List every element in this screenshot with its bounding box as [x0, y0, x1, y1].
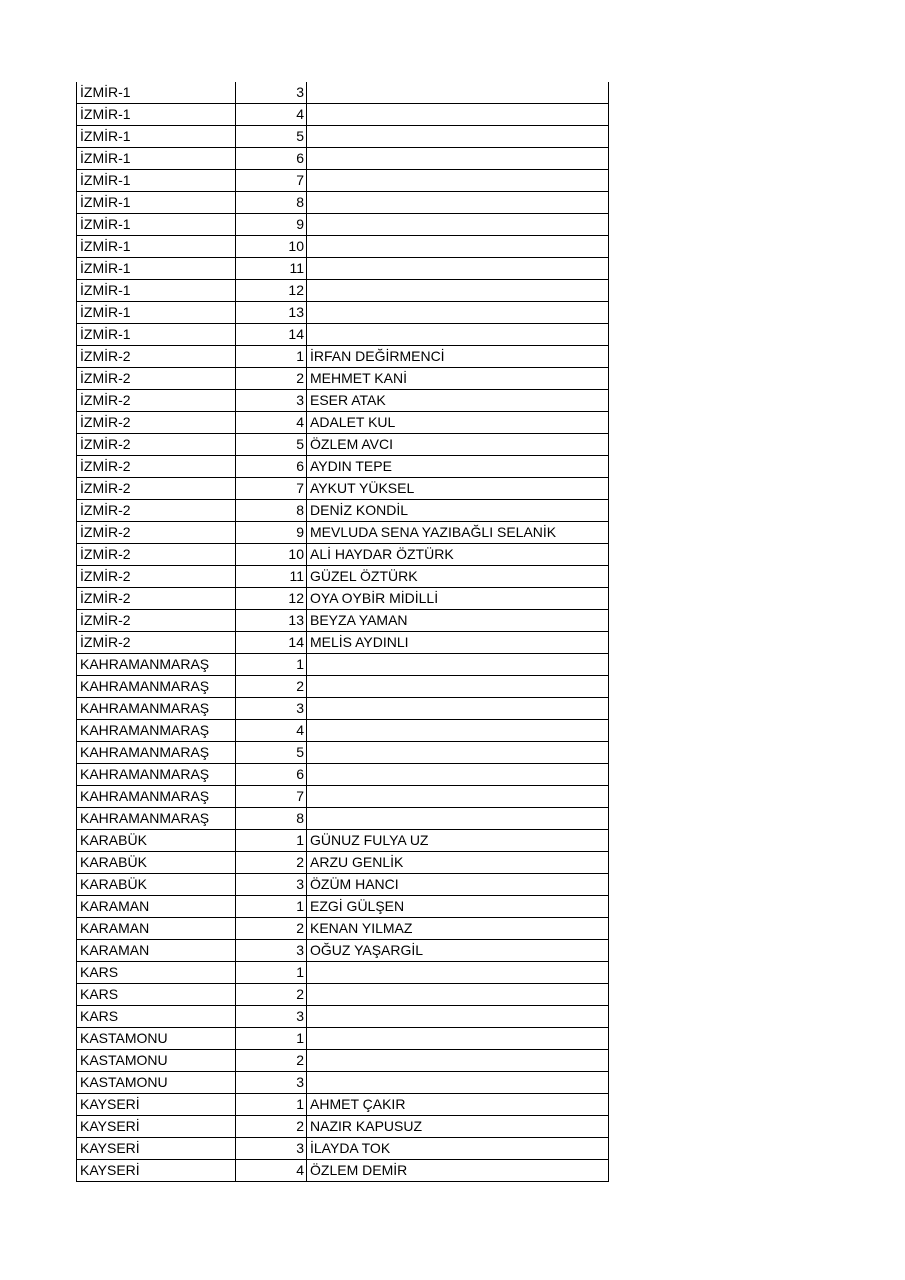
table-row: [77, 346, 609, 368]
province-cell: İZMİR-2: [77, 368, 236, 390]
province-cell: İZMİR-2: [77, 434, 236, 456]
name-cell: [307, 324, 609, 346]
name-cell: [307, 126, 609, 148]
name-cell: [307, 742, 609, 764]
table-row: [77, 412, 609, 434]
name-cell: [307, 236, 609, 258]
table-row: [77, 1160, 609, 1182]
name-cell: [307, 258, 609, 280]
province-cell: İZMİR-2: [77, 632, 236, 654]
number-cell: 2: [236, 984, 307, 1006]
province-cell: KAHRAMANMARAŞ: [77, 786, 236, 808]
province-cell: KARAMAN: [77, 940, 236, 962]
name-cell: GÜZEL ÖZTÜRK: [307, 566, 609, 588]
province-cell: İZMİR-1: [77, 258, 236, 280]
province-cell: KAHRAMANMARAŞ: [77, 808, 236, 830]
name-cell: [307, 192, 609, 214]
name-cell: ADALET KUL: [307, 412, 609, 434]
table-row: [77, 1028, 609, 1050]
table-row: [77, 588, 609, 610]
name-cell: [307, 148, 609, 170]
table-row: [77, 1138, 609, 1160]
province-cell: KARABÜK: [77, 874, 236, 896]
province-cell: İZMİR-2: [77, 346, 236, 368]
name-cell: GÜNUZ FULYA UZ: [307, 830, 609, 852]
name-cell: AYDIN TEPE: [307, 456, 609, 478]
table-row: [77, 852, 609, 874]
name-cell: [307, 786, 609, 808]
number-cell: 5: [236, 126, 307, 148]
name-cell: [307, 654, 609, 676]
name-cell: [307, 984, 609, 1006]
table-row: [77, 1006, 609, 1028]
province-cell: İZMİR-1: [77, 280, 236, 302]
number-cell: 2: [236, 368, 307, 390]
number-cell: 1: [236, 346, 307, 368]
table-row: [77, 874, 609, 896]
number-cell: 11: [236, 258, 307, 280]
table-row: [77, 808, 609, 830]
table-row: [77, 676, 609, 698]
number-cell: 10: [236, 544, 307, 566]
table-row: [77, 544, 609, 566]
name-cell: [307, 1028, 609, 1050]
table-row: [77, 390, 609, 412]
name-cell: MEHMET KANİ: [307, 368, 609, 390]
table-row: [77, 1072, 609, 1094]
name-cell: [307, 82, 609, 104]
number-cell: 8: [236, 192, 307, 214]
number-cell: 3: [236, 874, 307, 896]
table-row: [77, 984, 609, 1006]
name-cell: MEVLUDA SENA YAZIBAĞLI SELANİK: [307, 522, 609, 544]
province-cell: KAHRAMANMARAŞ: [77, 720, 236, 742]
table-row: [77, 918, 609, 940]
province-cell: İZMİR-1: [77, 148, 236, 170]
number-cell: 10: [236, 236, 307, 258]
province-cell: KAHRAMANMARAŞ: [77, 676, 236, 698]
roster-table: [76, 82, 609, 1182]
name-cell: OYA OYBİR MİDİLLİ: [307, 588, 609, 610]
number-cell: 9: [236, 214, 307, 236]
province-cell: İZMİR-2: [77, 522, 236, 544]
table-row: [77, 896, 609, 918]
table-row: [77, 170, 609, 192]
number-cell: 3: [236, 82, 307, 104]
table-row: [77, 236, 609, 258]
number-cell: 6: [236, 764, 307, 786]
name-cell: [307, 302, 609, 324]
number-cell: 4: [236, 104, 307, 126]
number-cell: 3: [236, 1072, 307, 1094]
number-cell: 8: [236, 500, 307, 522]
province-cell: KAYSERİ: [77, 1094, 236, 1116]
table-row: [77, 698, 609, 720]
table-row: [77, 1116, 609, 1138]
table-row: [77, 940, 609, 962]
province-cell: KARS: [77, 962, 236, 984]
name-cell: [307, 962, 609, 984]
name-cell: ESER ATAK: [307, 390, 609, 412]
table-row: [77, 720, 609, 742]
table-row: [77, 764, 609, 786]
province-cell: İZMİR-2: [77, 566, 236, 588]
province-cell: KAYSERİ: [77, 1116, 236, 1138]
number-cell: 4: [236, 720, 307, 742]
province-cell: İZMİR-1: [77, 126, 236, 148]
table-row: [77, 654, 609, 676]
number-cell: 6: [236, 456, 307, 478]
province-cell: İZMİR-2: [77, 500, 236, 522]
table-row: [77, 632, 609, 654]
province-cell: İZMİR-2: [77, 588, 236, 610]
name-cell: BEYZA YAMAN: [307, 610, 609, 632]
province-cell: KAHRAMANMARAŞ: [77, 654, 236, 676]
table-row: [77, 456, 609, 478]
province-cell: KAHRAMANMARAŞ: [77, 764, 236, 786]
name-cell: KENAN YILMAZ: [307, 918, 609, 940]
number-cell: 11: [236, 566, 307, 588]
roster-table-body: [77, 82, 609, 1182]
number-cell: 12: [236, 280, 307, 302]
table-row: [77, 104, 609, 126]
name-cell: [307, 104, 609, 126]
province-cell: İZMİR-1: [77, 236, 236, 258]
number-cell: 8: [236, 808, 307, 830]
number-cell: 12: [236, 588, 307, 610]
number-cell: 2: [236, 1116, 307, 1138]
number-cell: 2: [236, 676, 307, 698]
table-row: [77, 566, 609, 588]
province-cell: İZMİR-2: [77, 390, 236, 412]
number-cell: 1: [236, 1094, 307, 1116]
name-cell: [307, 764, 609, 786]
province-cell: KARAMAN: [77, 918, 236, 940]
table-row: [77, 478, 609, 500]
name-cell: ARZU GENLİK: [307, 852, 609, 874]
name-cell: MELİS AYDINLI: [307, 632, 609, 654]
number-cell: 5: [236, 434, 307, 456]
table-row: [77, 1050, 609, 1072]
number-cell: 2: [236, 1050, 307, 1072]
table-row: [77, 434, 609, 456]
name-cell: ÖZLEM AVCI: [307, 434, 609, 456]
name-cell: OĞUZ YAŞARGİL: [307, 940, 609, 962]
name-cell: [307, 280, 609, 302]
number-cell: 14: [236, 324, 307, 346]
name-cell: [307, 1050, 609, 1072]
table-row: [77, 280, 609, 302]
name-cell: [307, 676, 609, 698]
name-cell: ALİ HAYDAR ÖZTÜRK: [307, 544, 609, 566]
number-cell: 7: [236, 786, 307, 808]
number-cell: 1: [236, 962, 307, 984]
number-cell: 1: [236, 654, 307, 676]
table-row: [77, 500, 609, 522]
number-cell: 13: [236, 610, 307, 632]
table-row: [77, 830, 609, 852]
name-cell: DENİZ KONDİL: [307, 500, 609, 522]
table-row: [77, 368, 609, 390]
number-cell: 9: [236, 522, 307, 544]
number-cell: 7: [236, 170, 307, 192]
province-cell: İZMİR-1: [77, 214, 236, 236]
number-cell: 3: [236, 940, 307, 962]
table-row: [77, 126, 609, 148]
name-cell: [307, 1006, 609, 1028]
province-cell: KAHRAMANMARAŞ: [77, 698, 236, 720]
number-cell: 1: [236, 830, 307, 852]
name-cell: NAZIR KAPUSUZ: [307, 1116, 609, 1138]
province-cell: İZMİR-1: [77, 324, 236, 346]
province-cell: İZMİR-2: [77, 544, 236, 566]
name-cell: ÖZÜM HANCI: [307, 874, 609, 896]
name-cell: [307, 720, 609, 742]
name-cell: [307, 698, 609, 720]
province-cell: İZMİR-2: [77, 412, 236, 434]
number-cell: 1: [236, 1028, 307, 1050]
table-row: [77, 1094, 609, 1116]
name-cell: [307, 214, 609, 236]
number-cell: 2: [236, 918, 307, 940]
name-cell: [307, 170, 609, 192]
province-cell: KAYSERİ: [77, 1138, 236, 1160]
table-row: [77, 962, 609, 984]
table-row: [77, 192, 609, 214]
province-cell: İZMİR-2: [77, 478, 236, 500]
province-cell: İZMİR-1: [77, 170, 236, 192]
number-cell: 3: [236, 390, 307, 412]
table-row: [77, 148, 609, 170]
province-cell: İZMİR-1: [77, 104, 236, 126]
table-row: [77, 258, 609, 280]
number-cell: 6: [236, 148, 307, 170]
table-row: [77, 742, 609, 764]
province-cell: KAHRAMANMARAŞ: [77, 742, 236, 764]
province-cell: KARAMAN: [77, 896, 236, 918]
name-cell: ÖZLEM DEMİR: [307, 1160, 609, 1182]
name-cell: İLAYDA TOK: [307, 1138, 609, 1160]
table-row: [77, 786, 609, 808]
number-cell: 13: [236, 302, 307, 324]
table-row: [77, 214, 609, 236]
province-cell: KASTAMONU: [77, 1050, 236, 1072]
name-cell: [307, 1072, 609, 1094]
province-cell: İZMİR-2: [77, 456, 236, 478]
number-cell: 7: [236, 478, 307, 500]
table-row: [77, 610, 609, 632]
province-cell: KARS: [77, 984, 236, 1006]
province-cell: KARABÜK: [77, 852, 236, 874]
table-row: [77, 522, 609, 544]
number-cell: 5: [236, 742, 307, 764]
province-cell: KASTAMONU: [77, 1072, 236, 1094]
name-cell: İRFAN DEĞİRMENCİ: [307, 346, 609, 368]
number-cell: 4: [236, 1160, 307, 1182]
name-cell: [307, 808, 609, 830]
number-cell: 4: [236, 412, 307, 434]
province-cell: İZMİR-1: [77, 192, 236, 214]
number-cell: 1: [236, 896, 307, 918]
province-cell: İZMİR-1: [77, 82, 236, 104]
table-row: [77, 302, 609, 324]
province-cell: KAYSERİ: [77, 1160, 236, 1182]
province-cell: KARABÜK: [77, 830, 236, 852]
province-cell: KARS: [77, 1006, 236, 1028]
number-cell: 3: [236, 1006, 307, 1028]
number-cell: 14: [236, 632, 307, 654]
table-row: [77, 324, 609, 346]
name-cell: AHMET ÇAKIR: [307, 1094, 609, 1116]
province-cell: İZMİR-1: [77, 302, 236, 324]
number-cell: 3: [236, 1138, 307, 1160]
province-cell: İZMİR-2: [77, 610, 236, 632]
name-cell: EZGİ GÜLŞEN: [307, 896, 609, 918]
number-cell: 3: [236, 698, 307, 720]
name-cell: AYKUT YÜKSEL: [307, 478, 609, 500]
table-row: [77, 82, 609, 104]
number-cell: 2: [236, 852, 307, 874]
province-cell: KASTAMONU: [77, 1028, 236, 1050]
